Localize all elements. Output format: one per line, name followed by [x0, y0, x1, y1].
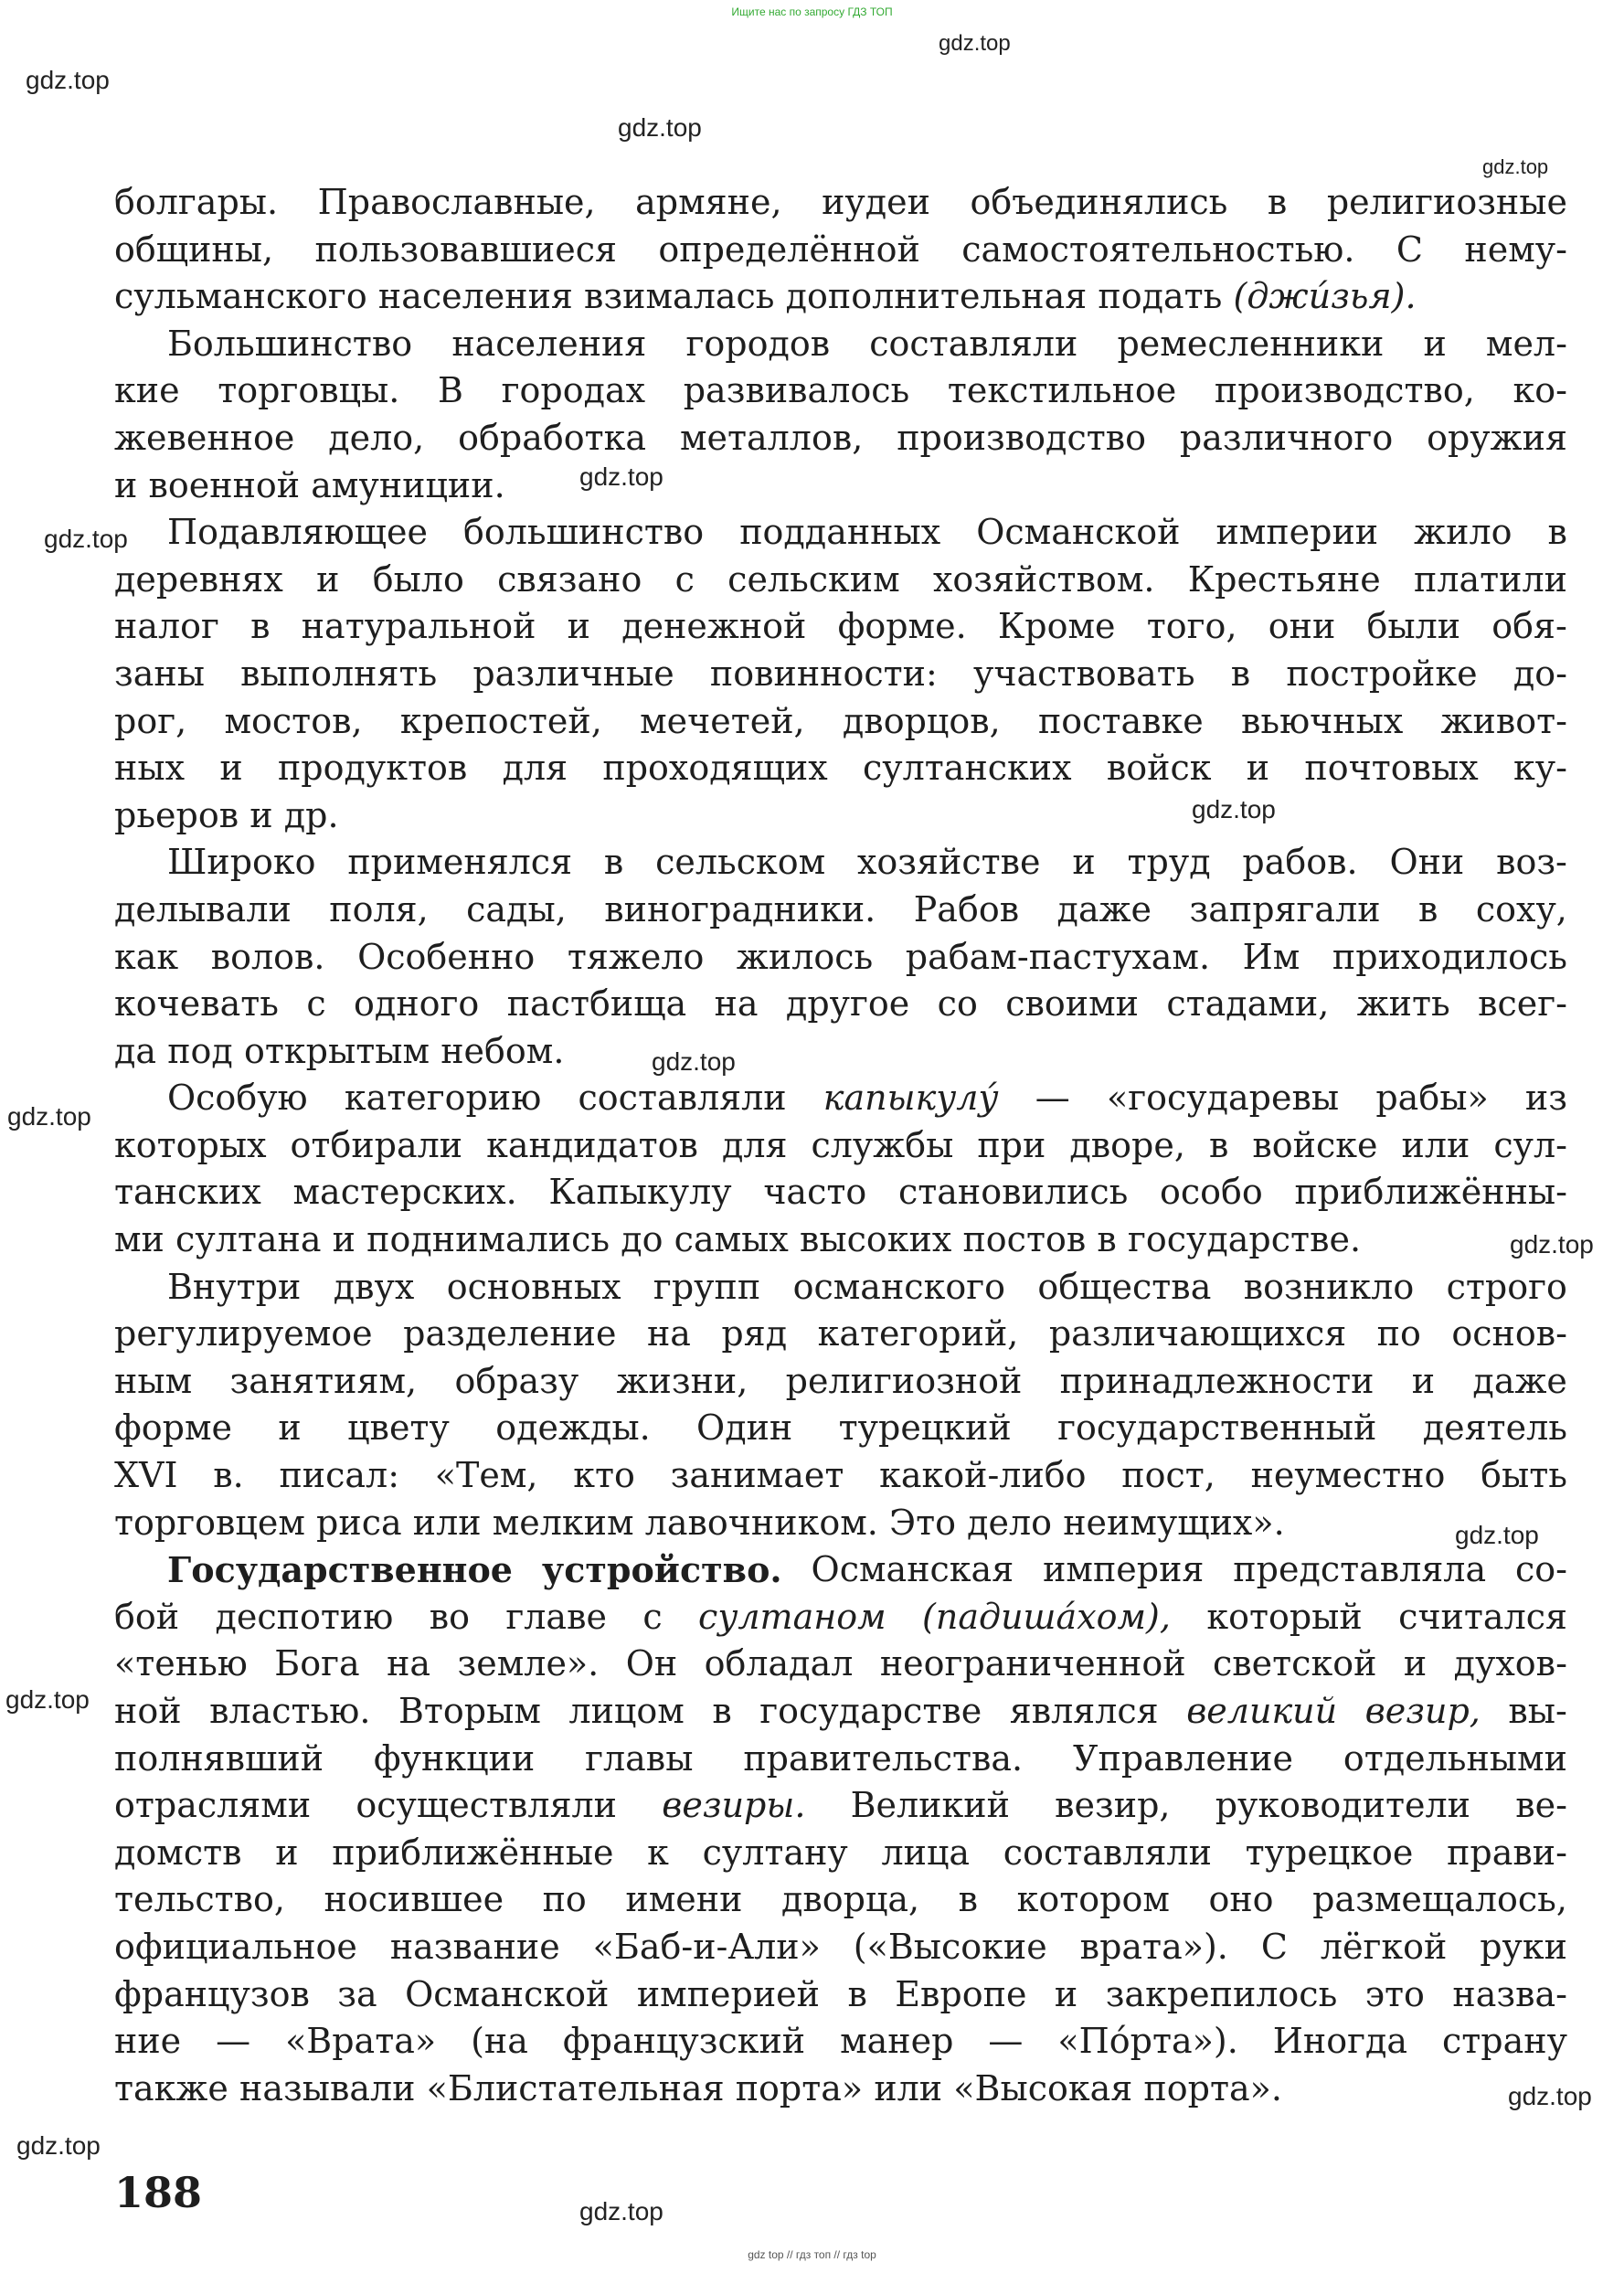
text-line: Большинство населения городов составляли ремесленники и мел- [167, 323, 1567, 364]
text-line: ние — «Врата» (на французский манер — «По́рта»). Иногда страну [114, 2021, 1567, 2062]
watermark: gdz.top [1482, 155, 1549, 178]
watermark: gdz.top [1508, 2082, 1592, 2110]
text-line: болгары. Православные, армяне, иудеи объединялись в религиозные [114, 182, 1567, 222]
text-line: форме и цвету одежды. Один турецкий государственный деятель [114, 1407, 1567, 1449]
watermark: gdz.top [579, 462, 663, 491]
bottom-banner: gdz top // гдз топ // гдз top [748, 2248, 876, 2261]
text-line: тельство, носившее по имени дворца, в котором оно размещалось, [114, 1879, 1567, 1920]
text-line: которых отбирали кандидатов для службы при дворе, в войске или сул- [114, 1124, 1567, 1165]
text-line: ным занятиям, образу жизни, религиозной принадлежности и даже [114, 1360, 1567, 1401]
text-line: французов за Османской империей в Европе и закрепилось это назва- [114, 1973, 1567, 2014]
text-line: как волов. Особенно тяжело жилось рабам-пастухам. Им приходилось [114, 936, 1567, 977]
text-line: ных и продуктов для проходящих султанских войск и почтовых ку- [114, 748, 1567, 789]
watermark: gdz.top [16, 2131, 101, 2160]
text-line: Государственное устройство. Османская империя представляла со- [167, 1549, 1567, 1591]
text-line: танских мастерских. Капыкулу часто становились особо приближённы- [114, 1172, 1567, 1213]
watermark: gdz.top [652, 1047, 736, 1076]
text-line: официальное название «Баб-и-Али» («Высокие врата»). С лёгкой руки [114, 1926, 1567, 1967]
text-line: отраслями осуществляли везиры. Великий везир, руководители ве- [114, 1785, 1567, 1826]
text-line: кочевать с одного пастбища на другое со своими стадами, жить всег- [114, 983, 1567, 1025]
text-line: налог в натуральной и денежной форме. Кроме того, они были обя- [114, 606, 1567, 647]
text-line: деревнях и было связано с сельским хозяйством. Крестьяне платили [114, 558, 1567, 600]
watermark: gdz.top [579, 2197, 663, 2225]
text-line: полнявший функции главы правительства. Управление отдельными [114, 1737, 1567, 1779]
watermark: gdz.top [44, 525, 128, 553]
text-line: рьеров и др. [114, 794, 339, 835]
watermark: gdz.top [1510, 1230, 1594, 1259]
text-line: торговцем риса или мелким лавочником. Это дело неимущих». [114, 1502, 1285, 1543]
text-line: кие торговцы. В городах развивалось текстильное производство, ко- [114, 370, 1567, 411]
text-line: XVI в. писал: «Тем, кто занимает какой-либо пост, неуместно быть [114, 1455, 1567, 1496]
text-line: делывали поля, сады, виноградники. Рабов даже запрягали в соху, [114, 888, 1567, 929]
text-line: сульманского населения взималась дополнительная подать (джи́зья). [114, 276, 1417, 317]
text-line: ми султана и поднимались до самых высоких постов в государстве. [114, 1219, 1362, 1260]
text-line: жевенное дело, обработка металлов, производство различного оружия [114, 417, 1567, 458]
text-line: Внутри двух основных групп османского общества возникло строго [167, 1266, 1567, 1307]
text-line: Подавляющее большинство подданных Османской империи жило в [167, 512, 1567, 553]
text-line: также называли «Блистательная порта» или «Высокая порта». [114, 2067, 1282, 2108]
text-line: и военной амуниции. [114, 464, 505, 505]
watermark: gdz.top [26, 66, 110, 94]
page-text [114, 179, 1567, 2112]
text-line: ной властью. Вторым лицом в государстве являлся великий везир, вы- [114, 1691, 1567, 1731]
top-banner: Ищите нас по запросу ГДЗ ТОП [731, 5, 893, 18]
watermark: gdz.top [618, 113, 702, 142]
text-line: Особую категорию составляли капыкулу́ — «государевы рабы» из [167, 1078, 1567, 1119]
text-line: да под открытым небом. [114, 1030, 565, 1071]
text-line: регулируемое разделение на ряд категорий, различающихся по основ- [114, 1313, 1567, 1354]
text-line: Широко применялся в сельском хозяйстве и труд рабов. Они воз- [167, 842, 1567, 883]
watermark: gdz.top [1455, 1521, 1539, 1549]
text-line: общины, пользовавшиеся определённой самостоятельностью. С нему- [114, 228, 1567, 270]
watermark: gdz.top [939, 31, 1011, 56]
text-line: бой деспотию во главе с султаном (падиша́хом), который считался [114, 1596, 1567, 1637]
text-line: «тенью Бога на земле». Он обладал неограниченной светской и духов- [114, 1643, 1567, 1684]
watermark: gdz.top [1192, 795, 1276, 823]
text-line: рог, мостов, крепостей, мечетей, дворцов, поставке вьючных живот- [114, 700, 1567, 741]
page-number: 188 [114, 2168, 203, 2217]
watermark: gdz.top [7, 1102, 91, 1131]
text-line: заны выполнять различные повинности: участвовать в постройке до- [114, 653, 1567, 694]
text-line: домств и приближённые к султану лица составляли турецкое прави- [114, 1832, 1567, 1873]
watermark: gdz.top [5, 1685, 90, 1714]
